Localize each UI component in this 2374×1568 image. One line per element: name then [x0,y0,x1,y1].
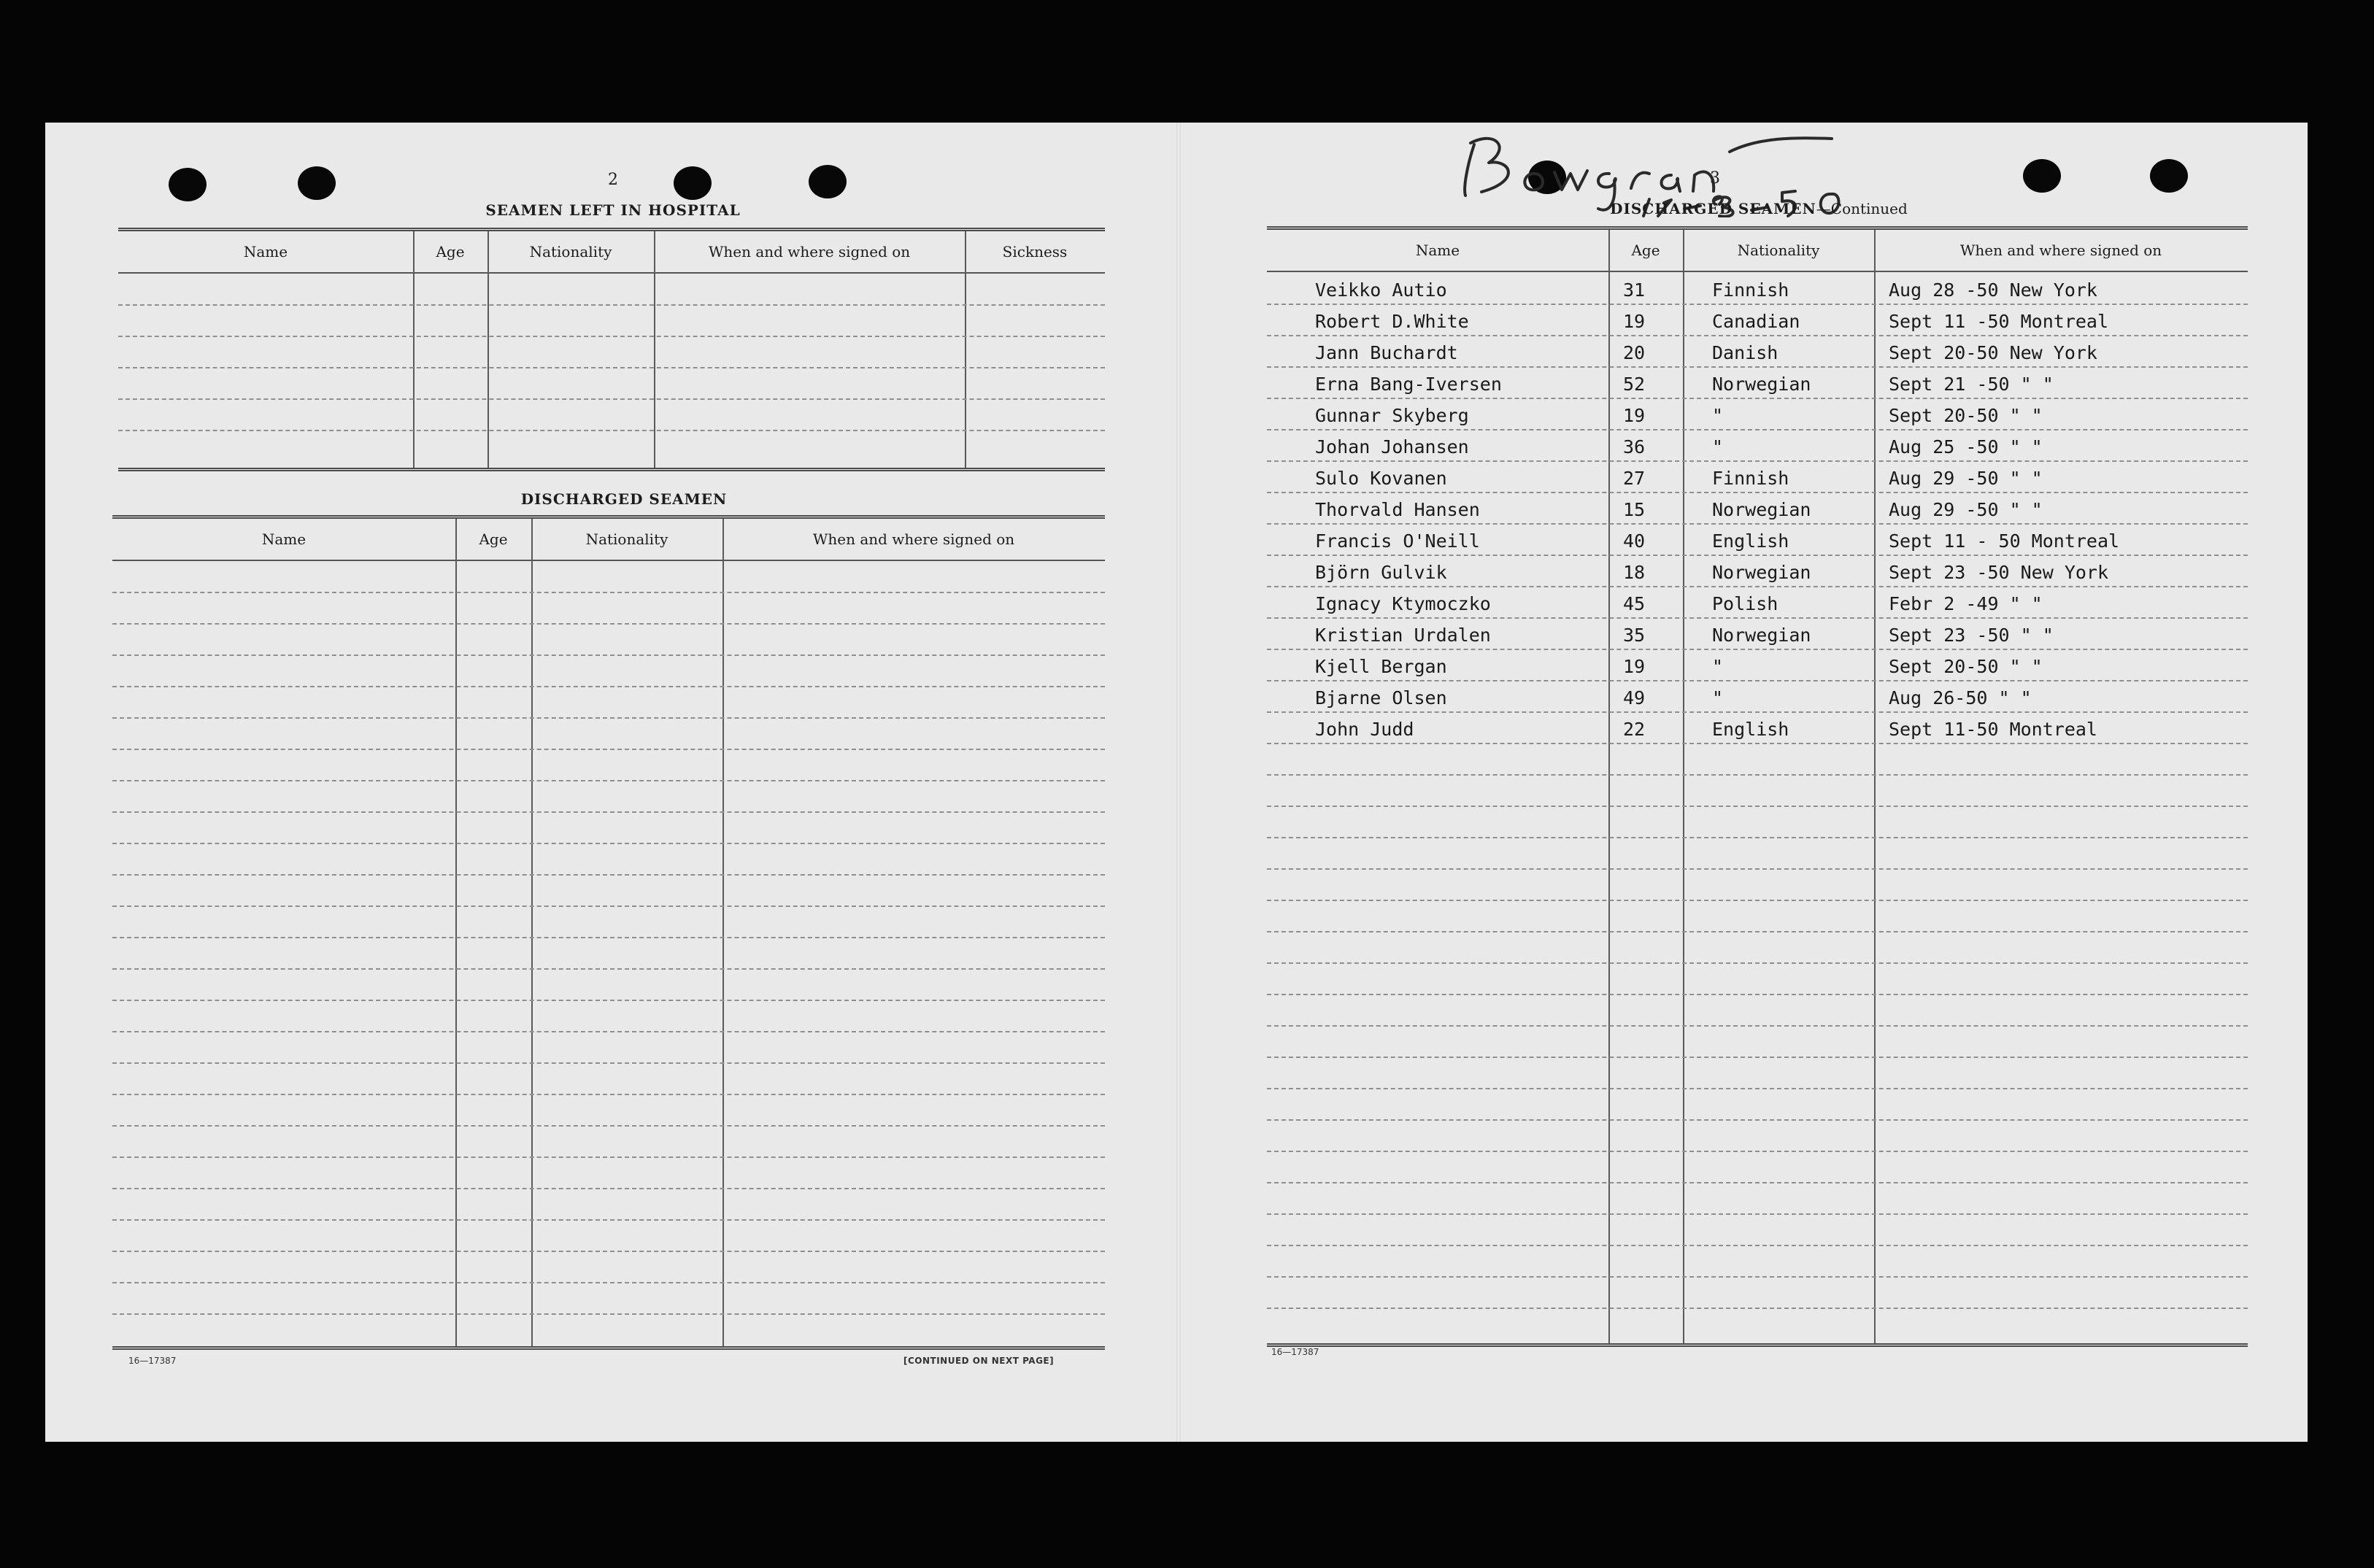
signed-on-date-place: Aug 28 -50 New York [1889,279,2097,301]
seaman-age: 49 [1623,687,1646,708]
row-rule [118,304,1105,306]
signed-on-date-place: Sept 20-50 New York [1889,342,2097,363]
row-rule [1267,1025,2248,1027]
column-header-age: Age [479,530,508,548]
column-header-signed-on: When and where signed on [708,243,911,260]
column-header-age: Age [436,243,465,260]
discharged-continued-title [1554,200,1963,217]
seaman-nationality: Finnish [1712,279,1789,301]
row-rule [1267,1151,2248,1152]
seaman-name: Kjell Bergan [1315,656,1447,677]
column-header-nationality: Nationality [1737,242,1820,259]
table-row [1267,492,2248,525]
row-rule [1267,900,2248,901]
discharged-table-left [112,515,1105,1350]
column-header-age: Age [1631,242,1660,259]
seaman-age: 27 [1623,468,1646,489]
row-rule [112,749,1105,750]
signed-on-date-place: Sept 11 -50 Montreal [1889,311,2109,332]
seaman-age: 15 [1623,499,1646,520]
hospital-section-title: SEAMEN LEFT IN HOSPITAL [485,201,741,219]
seaman-name: Thorvald Hansen [1315,499,1480,520]
seaman-nationality: " [1712,687,1724,708]
seaman-age: 40 [1623,530,1646,552]
signed-on-date-place: Aug 29 -50 " " [1889,499,2043,520]
row-rule [1267,931,2248,932]
row-rule [112,686,1105,687]
table-row [1267,398,2248,430]
table-header [118,231,1105,274]
seaman-nationality: Norwegian [1712,625,1811,646]
seaman-age: 36 [1623,436,1646,457]
signed-on-date-place: Febr 2 -49 " " [1889,593,2043,614]
signed-on-date-place: Sept 23 -50 " " [1889,625,2054,646]
row-rule [112,1219,1105,1221]
page-number: 2 [608,171,618,189]
column-divider [487,231,489,468]
row-rule [112,623,1105,625]
row-rule [1267,1088,2248,1089]
row-rule [112,1062,1105,1064]
table-row [1267,523,2248,556]
row-rule [1267,994,2248,995]
seaman-name: Jann Buchardt [1315,342,1458,363]
punch-hole [809,165,847,198]
seaman-name: Sulo Kovanen [1315,468,1447,489]
seaman-nationality: Danish [1712,342,1778,363]
seaman-nationality: Norwegian [1712,374,1811,395]
seaman-name: Johan Johansen [1315,436,1469,457]
row-rule [118,367,1105,368]
column-divider [531,519,533,1346]
seaman-nationality: Finnish [1712,468,1789,489]
table-row [1267,304,2248,336]
seaman-name: Gunnar Skyberg [1315,405,1469,426]
row-rule [112,1313,1105,1315]
table-row [1267,617,2248,650]
seaman-nationality: Canadian [1712,311,1800,332]
column-divider [413,231,415,468]
row-rule [112,1188,1105,1189]
punch-hole [674,166,712,200]
seaman-name: Björn Gulvik [1315,562,1447,583]
seaman-name: Erna Bang-Iversen [1315,374,1502,395]
row-rule [112,1094,1105,1095]
seaman-nationality: Polish [1712,593,1778,614]
column-divider [654,231,655,468]
signed-on-date-place: Sept 21 -50 " " [1889,374,2054,395]
seaman-name: Robert D.White [1315,311,1469,332]
row-rule [112,654,1105,656]
row-rule [112,717,1105,719]
row-rule [112,1000,1105,1001]
row-rule [1267,962,2248,964]
form-number: 16—17387 [1271,1347,1319,1357]
seaman-nationality: Norwegian [1712,499,1811,520]
column-divider [455,519,457,1346]
seaman-age: 31 [1623,279,1646,301]
punch-hole [298,166,336,200]
row-rule [112,937,1105,938]
table-header [112,519,1105,561]
seaman-age: 35 [1623,625,1646,646]
column-header-signed-on: When and where signed on [812,530,1015,548]
row-rule [112,874,1105,876]
signed-on-date-place: Aug 25 -50 " " [1889,436,2043,457]
table-row [1267,460,2248,493]
row-rule [1267,1308,2248,1309]
column-header-name: Name [261,530,307,548]
table-row [1267,272,2248,305]
column-divider [722,519,724,1346]
row-rule [112,1031,1105,1032]
signed-on-date-place: Sept 20-50 " " [1889,656,2043,677]
seaman-name: Kristian Urdalen [1315,625,1491,646]
row-rule [1267,1057,2248,1058]
row-rule [1267,868,2248,870]
row-rule [118,336,1105,337]
continued-note: [CONTINUED ON NEXT PAGE] [903,1356,1055,1366]
seaman-name: Francis O'Neill [1315,530,1480,552]
seaman-age: 45 [1623,593,1646,614]
table-row [1267,680,2248,713]
page-fold [1176,123,1181,1442]
table-row [1267,649,2248,681]
seaman-age: 19 [1623,311,1646,332]
form-number: 16—17387 [128,1356,177,1366]
signed-on-date-place: Sept 11-50 Montreal [1889,719,2097,740]
seaman-nationality: " [1712,656,1724,677]
signed-on-date-place: Sept 23 -50 New York [1889,562,2109,583]
seaman-name: Bjarne Olsen [1315,687,1447,708]
punch-hole [2023,159,2061,193]
seaman-age: 22 [1623,719,1646,740]
column-header-nationality: Nationality [529,243,612,260]
row-rule [1267,806,2248,807]
table-row [1267,555,2248,587]
hospital-table [118,228,1105,471]
table-header [1267,230,2248,272]
row-rule [112,1282,1105,1283]
row-rule [112,905,1105,907]
column-divider [965,231,966,468]
table-row [1267,366,2248,399]
row-rule [1267,1182,2248,1183]
title-suffix: —Continued [1816,200,1908,217]
page-number: 3 [1710,169,1720,188]
row-rule [1267,1119,2248,1121]
punch-hole [169,168,207,201]
row-rule [118,398,1105,400]
seaman-age: 19 [1623,656,1646,677]
seaman-nationality: English [1712,530,1789,552]
seaman-nationality: Norwegian [1712,562,1811,583]
column-header-name: Name [1415,242,1460,259]
punch-hole [2150,159,2188,193]
row-rule [112,811,1105,813]
seaman-name: John Judd [1315,719,1414,740]
row-rule [1267,774,2248,776]
table-row [1267,335,2248,368]
row-rule [112,1125,1105,1127]
table-row [1267,586,2248,619]
seaman-nationality: " [1712,436,1724,457]
row-rule [1267,1276,2248,1278]
column-header-sickness: Sickness [1002,243,1068,260]
row-rule [118,430,1105,431]
signed-on-date-place: Aug 26-50 " " [1889,687,2032,708]
column-header-name: Name [243,243,288,260]
seaman-age: 18 [1623,562,1646,583]
row-rule [112,592,1105,593]
row-rule [112,780,1105,781]
seaman-name: Veikko Autio [1315,279,1447,301]
seaman-age: 52 [1623,374,1646,395]
seaman-nationality: " [1712,405,1724,426]
row-rule [112,1156,1105,1158]
signed-on-date-place: Aug 29 -50 " " [1889,468,2043,489]
row-rule [112,1251,1105,1252]
table-row [1267,429,2248,462]
discharged-table-right [1267,226,2248,1347]
row-rule [112,843,1105,844]
signed-on-date-place: Sept 11 - 50 Montreal [1889,530,2120,552]
row-rule [112,968,1105,970]
column-header-signed-on: When and where signed on [1959,242,2162,259]
seaman-age: 20 [1623,342,1646,363]
seaman-age: 19 [1623,405,1646,426]
row-rule [1267,1213,2248,1215]
discharged-section-title: DISCHARGED SEAMEN [520,490,728,508]
column-header-nationality: Nationality [585,530,668,548]
table-row [1267,711,2248,744]
row-rule [1267,837,2248,838]
seaman-name: Ignacy Ktymoczko [1315,593,1491,614]
title-text: DISCHARGED SEAMEN [1610,200,1816,217]
row-rule [1267,1245,2248,1246]
seaman-nationality: English [1712,719,1789,740]
signed-on-date-place: Sept 20-50 " " [1889,405,2043,426]
